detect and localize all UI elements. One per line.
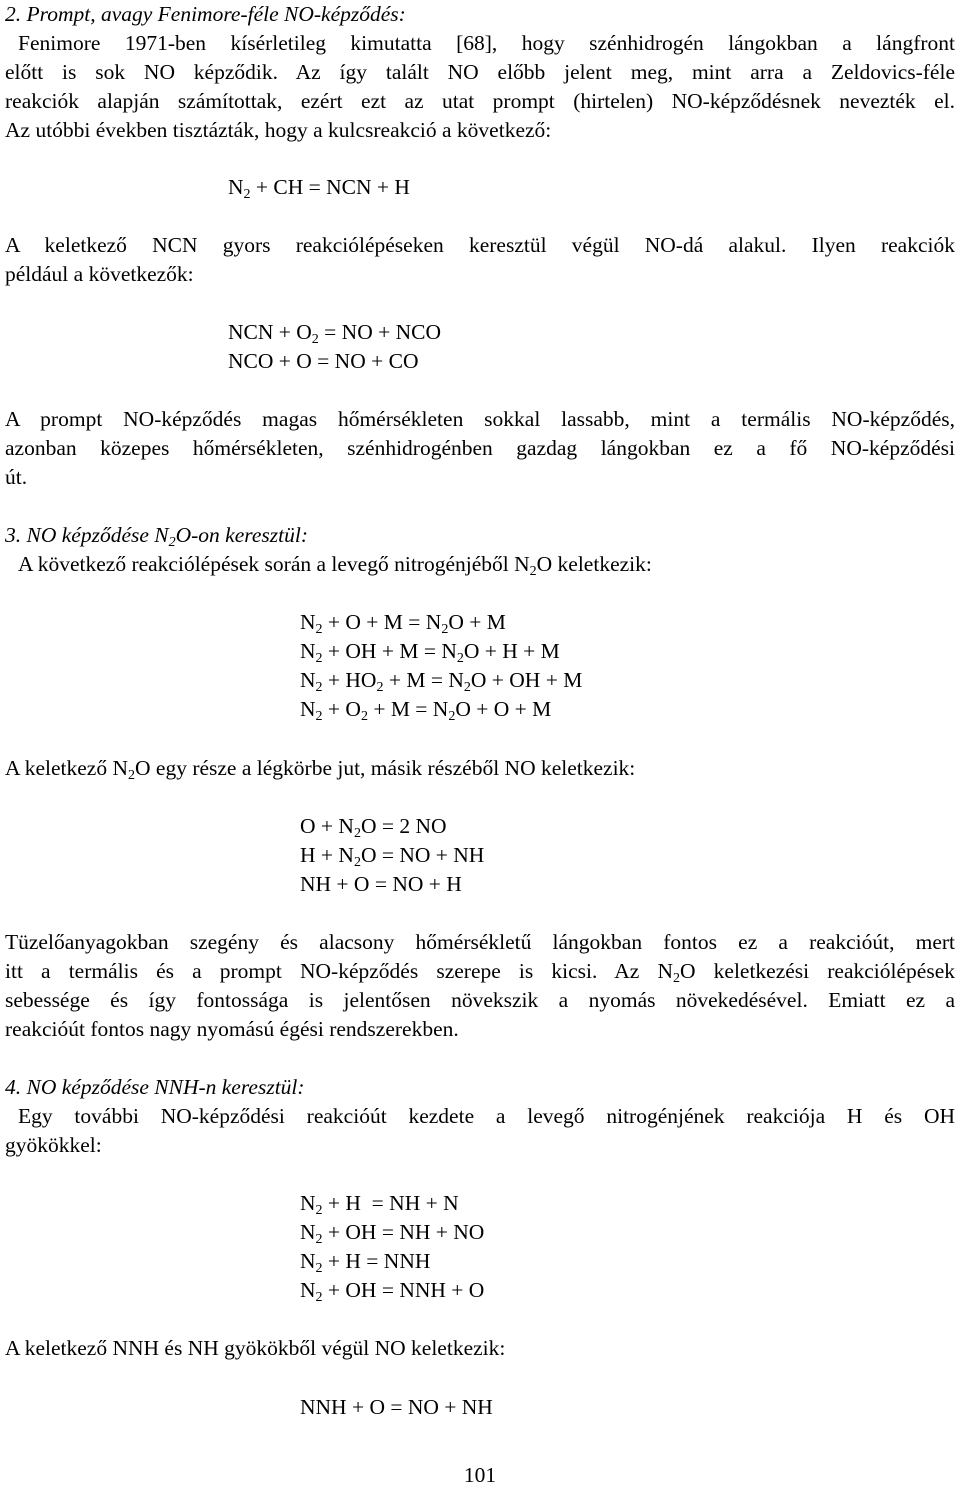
equation: $N_2 + H$ = NH + N	[300, 1191, 459, 1218]
equation: $O + N_2O = 2$ NO	[300, 814, 447, 841]
equation: $N_2 + O + M = N_2O + M$	[300, 610, 506, 637]
paragraph-line: Tüzelőanyagokban szegény és alacsony hőmérsékletű lángokban fontos ez a reakcióút, mert	[5, 930, 955, 954]
equation: $N_2$ + CH = NCN + H	[228, 175, 410, 202]
section-4-heading: 4. NO képződése NNH-n keresztül:	[5, 1075, 305, 1099]
equation: NCO + O = NO + CO	[228, 349, 419, 373]
equation: $N_2 + O_2 + M = N_2O + O + M$	[300, 697, 552, 724]
equation: $N_2 + HO_2 + M = N_2O$ + OH + M	[300, 668, 583, 695]
paragraph-line: gyökökkel:	[5, 1133, 102, 1157]
paragraph-line: azonban közepes hőmérsékleten, szénhidrogénben gazdag lángokban ez a fő NO-képződési	[5, 436, 955, 460]
paragraph-line: A keletkező NCN gyors reakciólépéseken keresztül végül NO-dá alakul. Ilyen reakciók	[5, 233, 955, 257]
paragraph-line: A prompt NO-képződés magas hőmérsékleten sokkal lassabb, mint a termális NO-képződés,	[5, 407, 955, 431]
equation: NH + O = NO + H	[300, 872, 462, 896]
section-2-heading: 2. Prompt, avagy Fenimore-féle NO-képződés:	[5, 2, 406, 26]
equation: $N_2$ + OH = NNH + O	[300, 1278, 485, 1305]
equation: $N_2$ + OH + $M = N_2O + H + M$	[300, 639, 560, 666]
section-3-heading: 3. NO képződése $N_2O-on$ keresztül:	[5, 523, 308, 550]
paragraph-line: Fenimore 1971-ben kísérletileg kimutatta [68], hogy szénhidrogén lángokban a lángfront	[18, 31, 955, 55]
equation: NNH + O = NO + NH	[300, 1395, 493, 1419]
paragraph-line: reakciók alapján számítottak, ezért ezt az utat prompt (hirtelen) NO-képződésnek nevezték el.	[5, 89, 955, 113]
paragraph-line: reakcióút fontos nagy nyomású égési rendszerekben.	[5, 1017, 459, 1041]
paragraph-line: sebessége és így fontossága is jelentősen növekszik a nyomás növekedésével. Emiatt ez a	[5, 988, 955, 1012]
equation: $H + N_2O$ = NO + NH	[300, 843, 485, 870]
paragraph-line: A keletkező $N_2O$ egy része a légkörbe jut, másik részéből NO keletkezik:	[5, 756, 636, 783]
equation: $N_2$ + OH = NH + NO	[300, 1220, 485, 1247]
equation: NCN + $O_2$ = NO + NCO	[228, 320, 441, 347]
paragraph-line: előtt is sok NO képződik. Az így talált NO előbb jelent meg, mint arra a Zeldovics-féle	[5, 60, 955, 84]
page-number: 101	[463, 1463, 497, 1487]
paragraph-line: Az utóbbi években tisztázták, hogy a kulcsreakció a következő:	[5, 118, 552, 142]
paragraph-line: út.	[5, 465, 28, 489]
paragraph-line: A következő reakciólépések során a levegő nitrogénjéből $N_2O$ keletkezik:	[18, 552, 652, 579]
paragraph-line: A keletkező NNH és NH gyökökből végül NO keletkezik:	[5, 1336, 506, 1360]
paragraph-line: például a következők:	[5, 262, 194, 286]
paragraph-line: Egy további NO-képződési reakcióút kezdete a levegő nitrogénjének reakciója H és OH	[18, 1104, 955, 1128]
paragraph-line: itt a termális és a prompt NO-képződés szerepe is kicsi. Az $N_2O$ keletkezési reakciólépések	[5, 959, 955, 986]
equation: $N_2 + H$ = NNH	[300, 1249, 431, 1276]
